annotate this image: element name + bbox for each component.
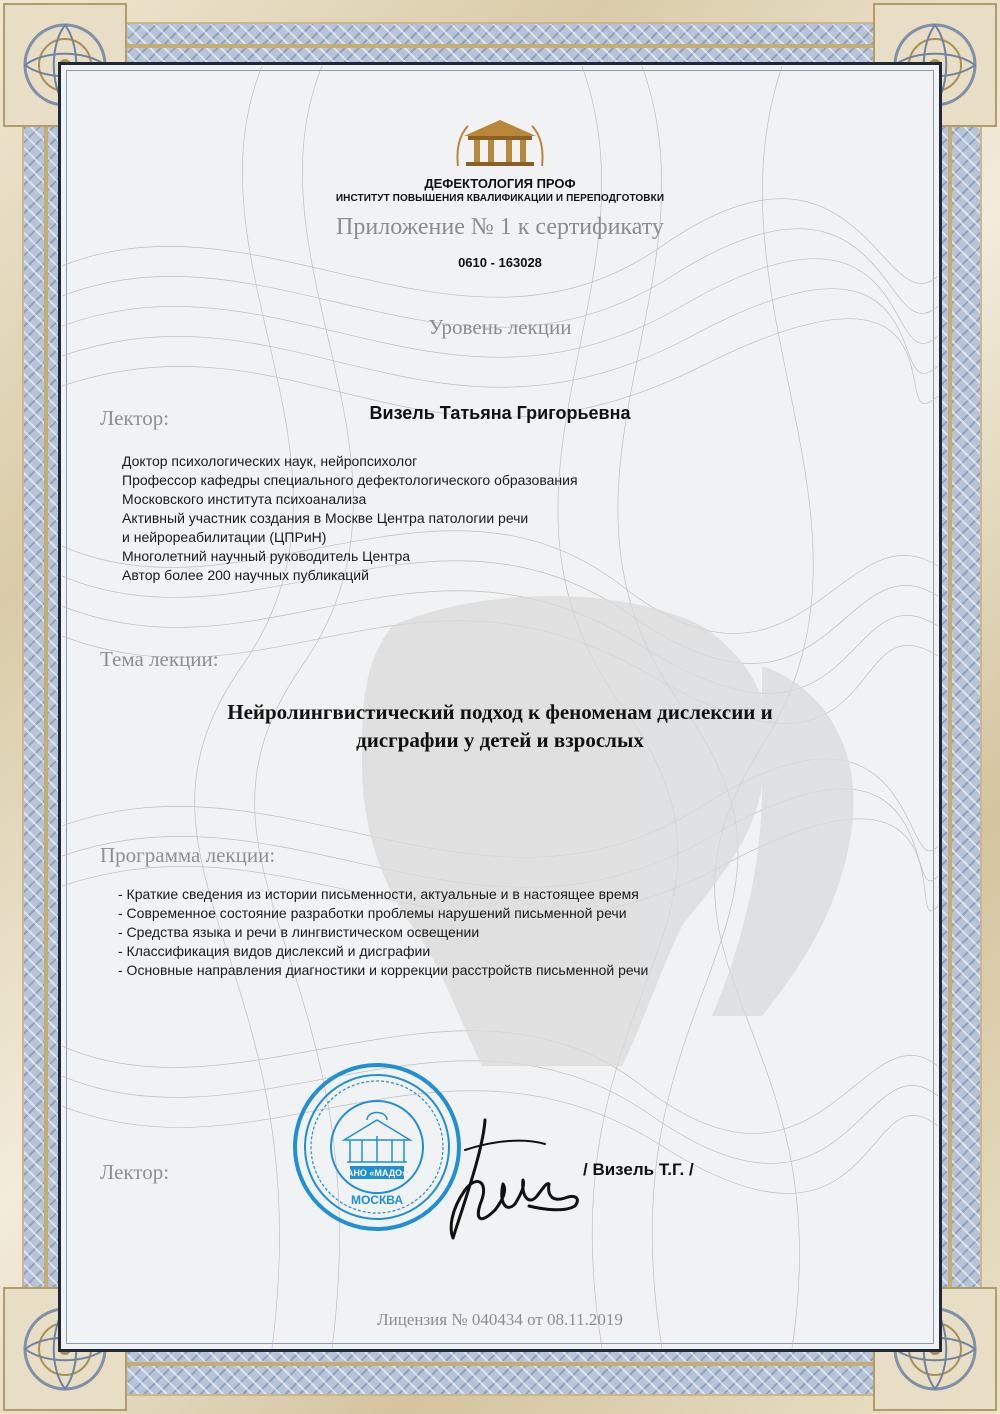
list-item: - Средства языка и речи в лингвистическом освещении [118,924,480,940]
signature-icon [425,1110,585,1250]
license-text: Лицензия № 040434 от 08.11.2019 [377,1310,623,1329]
topic-label: Тема лекции: [100,647,219,671]
list-item: Активный участник создания в Москве Центра патологии речи [122,510,529,526]
stamp-center-text: АНО «МАДО» [346,1168,408,1178]
list-item: Многолетний научный руководитель Центра [122,548,411,564]
lecturer-name: Визель Татьяна Григорьевна [369,403,631,423]
lecture-topic [120,698,880,754]
list-item: Автор более 200 научных публикаций [122,567,369,583]
list-item: - Краткие сведения из истории письменности, актуальные и в настоящее время [118,886,639,902]
lecturer-details [122,452,578,585]
level-title: Уровень лекции [428,315,572,339]
list-item: и нейрореабилитации (ЦПРиН) [122,529,327,545]
program-label: Программа лекции: [100,843,276,867]
list-item: - Основные направления диагностики и коррекции расстройств письменной речи [118,962,649,978]
certificate-number: 0610 - 163028 [458,255,542,270]
signature-label: Лектор: [100,1160,170,1184]
list-item: - Современное состояние разработки проблемы нарушений письменной речи [118,905,627,921]
brand-name: ДЕФЕКТОЛОГИЯ ПРОФ [424,176,576,191]
stamp-city: МОСКВА [350,1193,404,1207]
appendix-title: Приложение № 1 к сертификату [336,214,664,240]
topic-line: Нейролингвистический подход к феноменам дислексии и [227,700,773,724]
program-items [118,885,648,980]
institute-logo-icon [456,118,544,174]
signature-name: / Визель Т.Г. / [583,1160,694,1179]
brand-subtitle: ИНСТИТУТ ПОВЫШЕНИЯ КВАЛИФИКАЦИИ И ПЕРЕПОДГОТОВКИ [335,193,665,204]
list-item: - Классификация видов дислексий и дисграфии [118,943,431,959]
topic-line: дисграфии у детей и взрослых [356,728,644,752]
list-item: Доктор психологических наук, нейропсихолог [122,453,418,469]
lecturer-label: Лектор: [100,406,170,430]
list-item: Московского института психоанализа [122,491,367,507]
list-item: Профессор кафедры специального дефектологического образования [122,472,578,488]
